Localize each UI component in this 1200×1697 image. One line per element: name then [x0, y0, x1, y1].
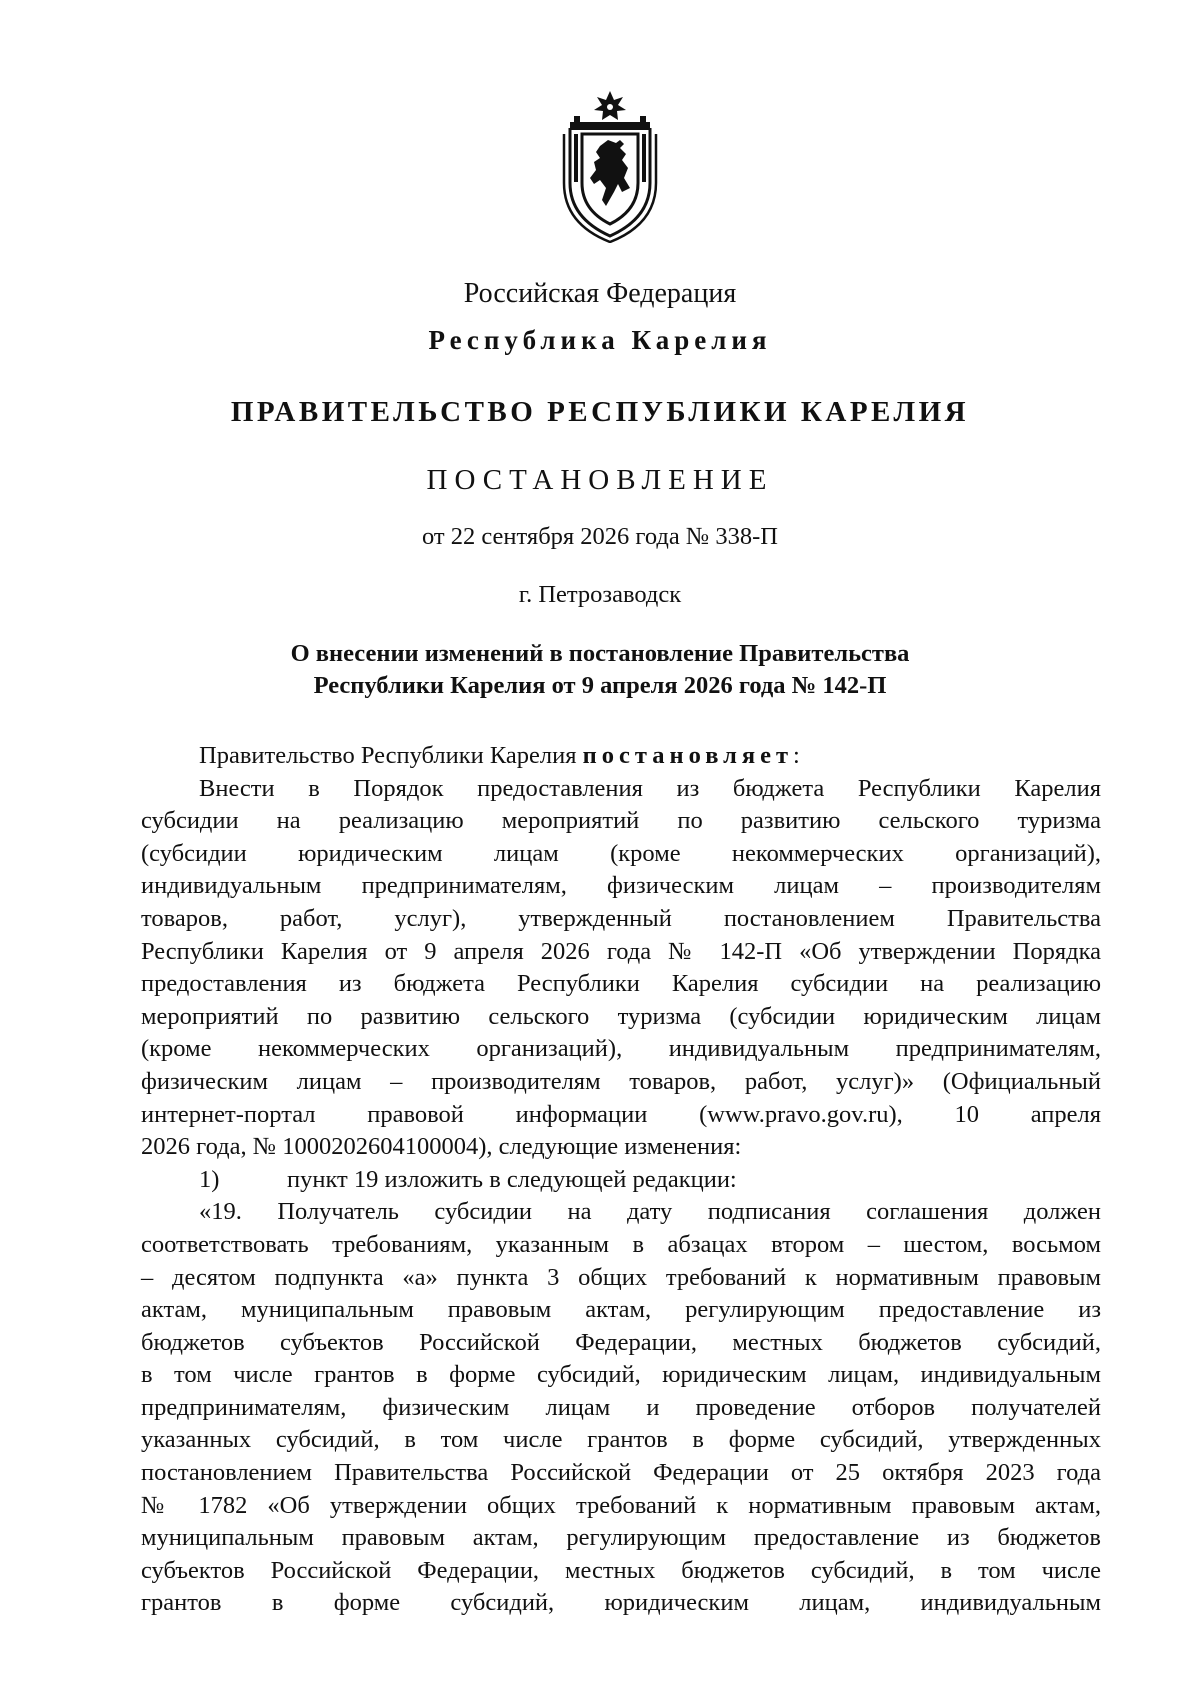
text-line: актам, муниципальным правовым актам, регулирующим предоставление из — [141, 1296, 1101, 1324]
republic-name: Республика Карелия — [428, 325, 772, 355]
text-line: соответствовать требованиям, указанным в абзацах втором – шестом, восьмом — [141, 1230, 1101, 1258]
text-line: – десятом подпункта «а» пункта 3 общих требований к нормативным правовым — [141, 1263, 1101, 1291]
coat-of-arms-emblem — [560, 88, 660, 243]
document-city: г. Петрозаводск — [518, 581, 682, 608]
document-date-number: от 22 сентября 2026 года № 338-П — [422, 523, 778, 550]
document-subject — [0, 638, 1200, 702]
text-line: (кроме некоммерческих организаций), индивидуальным предпринимателям, — [141, 1035, 1101, 1063]
star-icon — [594, 91, 626, 120]
text-line: (субсидии юридическим лицам (кроме некоммерческих организаций), — [141, 839, 1101, 867]
text-line: мероприятий по развитию сельского туризма (субсидии юридическим лицам — [141, 1002, 1101, 1030]
document-body — [141, 740, 1101, 1620]
text-line: физическим лицам – производителям товаров, работ, услуг)» (Официальный — [141, 1067, 1101, 1095]
text-line: муниципальным правовым актам, регулирующим предоставление из бюджетов — [141, 1524, 1101, 1552]
text-line: товаров, работ, услуг), утвержденный постановлением Правительства — [141, 904, 1101, 932]
intro-paragraph — [141, 740, 1101, 773]
text-line: субъектов Российской Федерации, местных бюджетов субсидий, в том числе — [141, 1556, 1101, 1584]
intro-prefix: Правительство Республики Карелия — [199, 742, 583, 769]
subject-line: О внесении изменений в постановление Правительства — [290, 640, 910, 667]
intro-suffix: : — [793, 742, 800, 769]
government-name: ПРАВИТЕЛЬСТВО РЕСПУБЛИКИ КАРЕЛИЯ — [230, 396, 970, 428]
country-name: Российская Федерация — [463, 278, 737, 309]
text-line: предпринимателям, физическим лицам и проведение отборов получателей — [141, 1393, 1101, 1421]
document-type: ПОСТАНОВЛЕНИЕ — [426, 464, 774, 496]
text-line: грантов в форме субсидий, юридическим лицам, индивидуальным — [141, 1589, 1101, 1617]
text-line: 2026 года, № 1000202604100004), следующие изменения: — [141, 1133, 742, 1161]
text-line: Республики Карелия от 9 апреля 2026 года № 142-П «Об утверждении Порядка — [141, 937, 1101, 965]
text-line: предоставления из бюджета Республики Карелия субсидии на реализацию — [141, 970, 1101, 998]
text-line: указанных субсидий, в том числе грантов в форме субсидий, утвержденных — [141, 1426, 1101, 1454]
text-line: постановлением Правительства Российской Федерации от 25 октября 2023 года — [141, 1459, 1101, 1487]
text-line: «19. Получатель субсидии на дату подписания соглашения должен — [199, 1198, 1101, 1226]
list-item-text: пункт 19 изложить в следующей редакции: — [287, 1165, 737, 1193]
decree-word: постановляет — [582, 742, 794, 769]
text-line: субсидии на реализацию мероприятий по развитию сельского туризма — [141, 807, 1101, 835]
list-item-number: 1) — [199, 1165, 220, 1193]
text-line: интернет-портал правовой информации (www.pravo.gov.ru), 10 апреля — [141, 1100, 1101, 1128]
list-item — [141, 1164, 1101, 1197]
text-line: индивидуальным предпринимателям, физическим лицам – производителям — [141, 872, 1101, 900]
text-line: бюджетов субъектов Российской Федерации, местных бюджетов субсидий, — [141, 1328, 1101, 1356]
text-line: Внести в Порядок предоставления из бюджета Республики Карелия — [199, 774, 1101, 802]
amendment-paragraph — [141, 773, 1101, 1164]
text-line: № 1782 «Об утверждении общих требований к нормативным правовым актам, — [141, 1491, 1101, 1519]
quoted-paragraph — [141, 1196, 1101, 1620]
text-line: в том числе грантов в форме субсидий, юридическим лицам, индивидуальным — [141, 1361, 1101, 1389]
subject-line: Республики Карелия от 9 апреля 2026 года № 142-П — [313, 672, 887, 699]
